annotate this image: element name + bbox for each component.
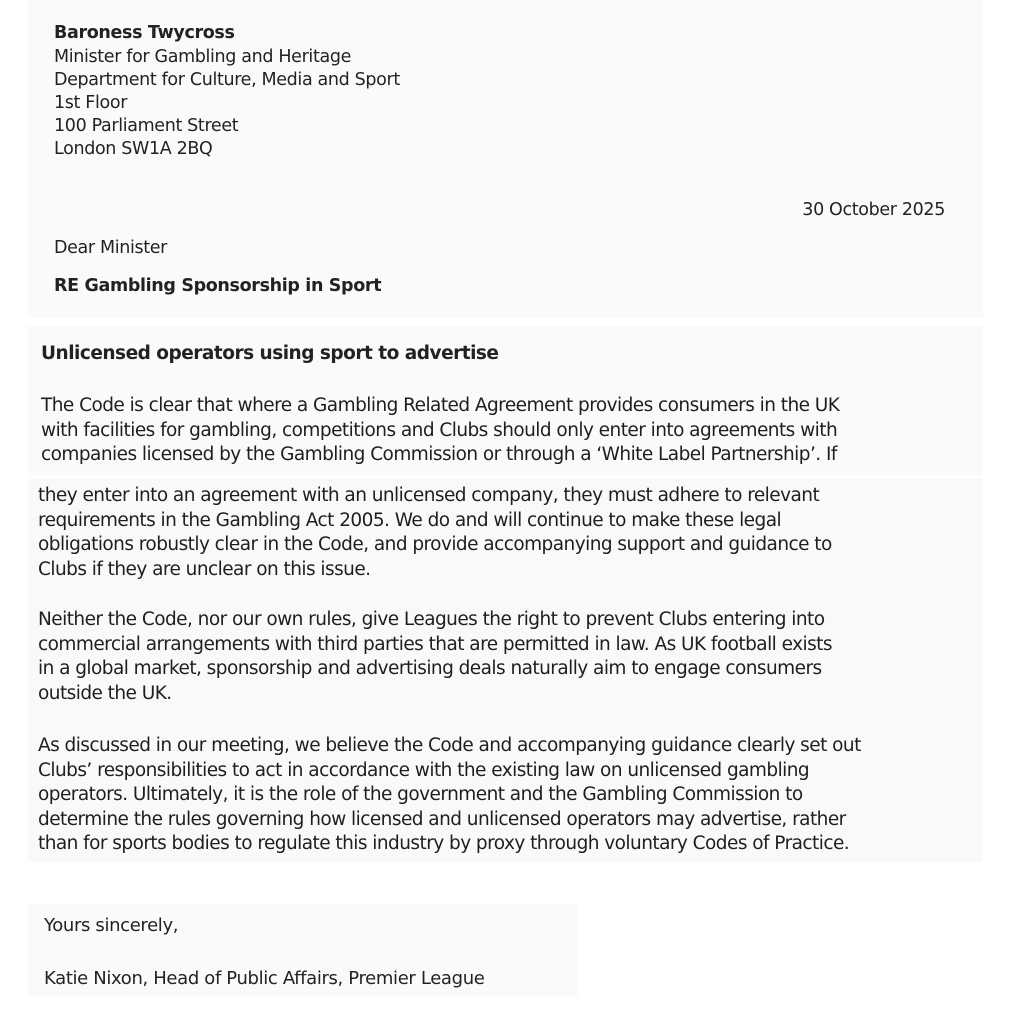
paragraph-line: Neither the Code, nor our own rules, give Leagues the right to prevent Clubs entering into [38, 609, 825, 630]
paragraph-line: commercial arrangements with third parties that are permitted in law. As UK football exists [38, 633, 832, 655]
signature: Katie Nixon, Head of Public Affairs, Premier League [44, 968, 485, 989]
paragraph-line: determine the rules governing how licensed and unlicensed operators may advertise, rather [38, 808, 846, 830]
recipient-floor: 1st Floor [54, 93, 128, 113]
section-panel-2 [28, 478, 983, 862]
recipient-department: Department for Culture, Media and Sport [54, 70, 400, 90]
paragraph-1-part-2 [38, 484, 832, 582]
paragraph-line: companies licensed by the Gambling Commission or through a ‘White Label Partnership’. If [41, 444, 837, 465]
paragraph-line: obligations robustly clear in the Code, and provide accompanying support and guidance to [38, 534, 832, 555]
paragraph-line: in a global market, sponsorship and advertising deals naturally aim to engage consumers [38, 658, 822, 679]
paragraph-3 [38, 734, 861, 857]
paragraph-1-part-1 [41, 394, 839, 468]
salutation: Dear Minister [54, 238, 168, 258]
recipient-name: Baroness Twycross [54, 23, 235, 43]
paragraph-line: outside the UK. [38, 682, 172, 704]
paragraph-line: As discussed in our meeting, we believe the Code and accompanying guidance clearly set out [38, 735, 861, 756]
paragraph-line: operators. Ultimately, it is the role of the government and the Gambling Commission to [38, 784, 803, 805]
section-heading: Unlicensed operators using sport to advertise [41, 343, 499, 364]
letter-date: 30 October 2025 [802, 200, 945, 220]
recipient-city-postcode: London SW1A 2BQ [54, 139, 213, 159]
recipient-title: Minister for Gambling and Heritage [54, 47, 351, 67]
letter-header-panel [28, 0, 983, 318]
paragraph-line: The Code is clear that where a Gambling Related Agreement provides consumers in the UK [41, 395, 840, 416]
paragraph-line: Clubs’ responsibilities to act in accordance with the existing law on unlicensed gambling [38, 759, 810, 781]
section-panel-1 [28, 326, 983, 476]
paragraph-line: requirements in the Gambling Act 2005. We do and will continue to make these legal [38, 509, 782, 531]
paragraph-line: Clubs if they are unclear on this issue. [38, 558, 371, 580]
paragraph-line: than for sports bodies to regulate this industry by proxy through voluntary Codes of Practice. [38, 833, 850, 854]
paragraph-line: they enter into an agreement with an unlicensed company, they must adhere to relevant [38, 485, 820, 506]
subject-line: RE Gambling Sponsorship in Sport [54, 276, 382, 296]
closing-panel [28, 904, 578, 996]
paragraph-line: with facilities for gambling, competitions and Clubs should only enter into agreements with [41, 419, 838, 441]
paragraph-2 [38, 608, 832, 706]
recipient-street: 100 Parliament Street [54, 116, 239, 136]
closing: Yours sincerely, [44, 915, 179, 936]
